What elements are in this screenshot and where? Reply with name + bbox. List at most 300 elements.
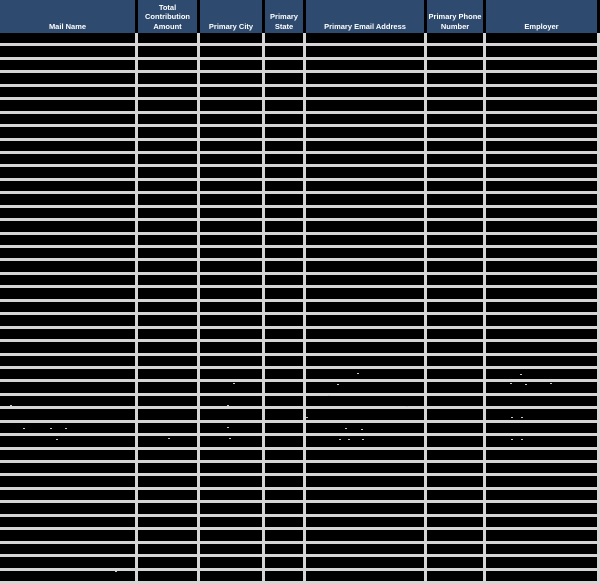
redacted-cell[interactable] xyxy=(486,154,597,164)
redacted-cell[interactable] xyxy=(138,423,197,433)
redacted-cell[interactable] xyxy=(427,476,483,486)
redacted-cell[interactable] xyxy=(0,154,135,164)
redacted-cell[interactable] xyxy=(306,33,424,43)
redacted-cell[interactable] xyxy=(427,288,483,298)
redacted-cell[interactable] xyxy=(0,46,135,56)
redacted-cell[interactable] xyxy=(306,154,424,164)
redacted-cell[interactable] xyxy=(0,141,135,151)
redacted-cell[interactable] xyxy=(200,557,262,567)
column-header-primary-email-address[interactable] xyxy=(306,0,424,33)
redacted-cell[interactable] xyxy=(200,571,262,581)
redacted-cell[interactable] xyxy=(138,288,197,298)
redacted-cell[interactable] xyxy=(138,396,197,406)
redacted-cell[interactable] xyxy=(200,248,262,258)
column-header-primary-state[interactable] xyxy=(265,0,303,33)
redacted-cell[interactable] xyxy=(427,100,483,110)
redacted-cell[interactable] xyxy=(306,46,424,56)
redacted-cell[interactable] xyxy=(138,181,197,191)
redacted-cell[interactable] xyxy=(138,490,197,500)
redacted-cell[interactable] xyxy=(138,114,197,124)
redacted-cell[interactable] xyxy=(138,248,197,258)
redacted-cell[interactable] xyxy=(486,235,597,245)
redacted-cell[interactable] xyxy=(427,248,483,258)
redacted-cell[interactable] xyxy=(427,490,483,500)
redacted-cell[interactable] xyxy=(0,288,135,298)
redacted-cell[interactable] xyxy=(200,208,262,218)
redacted-cell[interactable] xyxy=(427,154,483,164)
redacted-cell[interactable] xyxy=(200,141,262,151)
redacted-cell[interactable] xyxy=(265,141,303,151)
redacted-cell[interactable] xyxy=(0,221,135,231)
redacted-cell[interactable] xyxy=(0,476,135,486)
redacted-cell[interactable] xyxy=(427,315,483,325)
redacted-cell[interactable] xyxy=(427,557,483,567)
redacted-cell[interactable] xyxy=(200,544,262,554)
redacted-cell[interactable] xyxy=(265,490,303,500)
redacted-cell[interactable] xyxy=(265,60,303,70)
redacted-cell[interactable] xyxy=(265,450,303,460)
redacted-cell[interactable] xyxy=(486,436,597,446)
column-header-label: Amount xyxy=(153,21,182,31)
column-header-employer[interactable] xyxy=(486,0,597,33)
column-header-total-contribution-amount[interactable] xyxy=(138,0,197,33)
redacted-cell[interactable] xyxy=(138,208,197,218)
redacted-cell[interactable] xyxy=(486,342,597,352)
redacted-cell[interactable] xyxy=(427,167,483,177)
redacted-cell[interactable] xyxy=(427,208,483,218)
redacted-cell[interactable] xyxy=(265,181,303,191)
redacted-cell[interactable] xyxy=(200,275,262,285)
redacted-cell[interactable] xyxy=(0,342,135,352)
redacted-cell[interactable] xyxy=(265,302,303,312)
redacted-cell[interactable] xyxy=(427,87,483,97)
redacted-cell[interactable] xyxy=(427,450,483,460)
redacted-cell[interactable] xyxy=(427,141,483,151)
redacted-cell[interactable] xyxy=(306,100,424,110)
redacted-cell[interactable] xyxy=(0,315,135,325)
redacted-cell[interactable] xyxy=(306,409,424,419)
redacted-cell[interactable] xyxy=(486,73,597,83)
redacted-cell[interactable] xyxy=(138,167,197,177)
redacted-cell[interactable] xyxy=(200,33,262,43)
redacted-cell[interactable] xyxy=(306,571,424,581)
redacted-cell[interactable] xyxy=(265,248,303,258)
redacted-cell[interactable] xyxy=(427,436,483,446)
redacted-cell[interactable] xyxy=(486,167,597,177)
redacted-cell[interactable] xyxy=(265,396,303,406)
redacted-cell[interactable] xyxy=(0,114,135,124)
redacted-cell[interactable] xyxy=(200,181,262,191)
redacted-cell[interactable] xyxy=(427,571,483,581)
redacted-cell[interactable] xyxy=(486,248,597,258)
redacted-cell[interactable] xyxy=(0,60,135,70)
redacted-cell[interactable] xyxy=(138,571,197,581)
redacted-cell[interactable] xyxy=(306,329,424,339)
redacted-cell[interactable] xyxy=(486,181,597,191)
redacted-cell[interactable] xyxy=(427,33,483,43)
redacted-cell[interactable] xyxy=(138,557,197,567)
redacted-cell[interactable] xyxy=(200,436,262,446)
redacted-cell[interactable] xyxy=(0,356,135,366)
redacted-cell[interactable] xyxy=(265,87,303,97)
redacted-cell[interactable] xyxy=(427,530,483,540)
redacted-cell[interactable] xyxy=(0,463,135,473)
redacted-cell[interactable] xyxy=(265,409,303,419)
redacted-cell[interactable] xyxy=(138,329,197,339)
redacted-cell[interactable] xyxy=(486,382,597,392)
redacted-cell[interactable] xyxy=(486,503,597,513)
redacted-cell[interactable] xyxy=(0,275,135,285)
redacted-cell[interactable] xyxy=(200,302,262,312)
redacted-cell[interactable] xyxy=(486,356,597,366)
redacted-cell[interactable] xyxy=(0,396,135,406)
redacted-cell[interactable] xyxy=(200,100,262,110)
redacted-cell[interactable] xyxy=(265,235,303,245)
redacted-cell[interactable] xyxy=(427,463,483,473)
redacted-cell[interactable] xyxy=(486,544,597,554)
redacted-cell[interactable] xyxy=(486,409,597,419)
table-header-row xyxy=(0,0,600,33)
redacted-cell[interactable] xyxy=(200,342,262,352)
redacted-cell[interactable] xyxy=(265,288,303,298)
redacted-cell[interactable] xyxy=(265,315,303,325)
redacted-cell[interactable] xyxy=(200,382,262,392)
redacted-cell[interactable] xyxy=(0,194,135,204)
redacted-cell[interactable] xyxy=(200,235,262,245)
redacted-cell[interactable] xyxy=(427,329,483,339)
redacted-cell[interactable] xyxy=(138,450,197,460)
redacted-cell[interactable] xyxy=(265,369,303,379)
redacted-cell[interactable] xyxy=(486,557,597,567)
redacted-cell[interactable] xyxy=(138,154,197,164)
redacted-cell[interactable] xyxy=(0,517,135,527)
redacted-cell[interactable] xyxy=(486,315,597,325)
redacted-cell[interactable] xyxy=(306,517,424,527)
redacted-cell[interactable] xyxy=(0,382,135,392)
redacted-cell[interactable] xyxy=(0,208,135,218)
redacted-cell[interactable] xyxy=(427,235,483,245)
redacted-cell[interactable] xyxy=(138,261,197,271)
redacted-cell[interactable] xyxy=(427,356,483,366)
redacted-cell[interactable] xyxy=(200,288,262,298)
redacted-cell[interactable] xyxy=(306,490,424,500)
redacted-cell[interactable] xyxy=(200,517,262,527)
redacted-cell[interactable] xyxy=(306,275,424,285)
redacted-cell[interactable] xyxy=(0,127,135,137)
redacted-cell[interactable] xyxy=(306,248,424,258)
redacted-cell[interactable] xyxy=(200,73,262,83)
column-header-primary-phone-number[interactable] xyxy=(427,0,483,33)
redacted-cell[interactable] xyxy=(486,141,597,151)
redacted-cell[interactable] xyxy=(427,544,483,554)
redacted-cell[interactable] xyxy=(265,503,303,513)
redacted-cell[interactable] xyxy=(200,476,262,486)
redacted-cell[interactable] xyxy=(265,342,303,352)
column-header-primary-city[interactable] xyxy=(200,0,262,33)
redacted-cell[interactable] xyxy=(427,409,483,419)
redacted-cell[interactable] xyxy=(427,275,483,285)
redacted-cell[interactable] xyxy=(427,181,483,191)
redacted-cell[interactable] xyxy=(486,114,597,124)
redacted-cell[interactable] xyxy=(138,476,197,486)
redacted-cell[interactable] xyxy=(265,275,303,285)
redacted-cell[interactable] xyxy=(265,329,303,339)
redacted-cell[interactable] xyxy=(306,127,424,137)
redacted-cell[interactable] xyxy=(0,409,135,419)
redacted-cell[interactable] xyxy=(0,302,135,312)
redacted-cell[interactable] xyxy=(486,369,597,379)
redacted-cell[interactable] xyxy=(427,221,483,231)
redacted-cell[interactable] xyxy=(427,127,483,137)
redacted-cell[interactable] xyxy=(306,369,424,379)
redacted-cell[interactable] xyxy=(200,369,262,379)
redacted-cell[interactable] xyxy=(486,476,597,486)
redacted-cell[interactable] xyxy=(306,503,424,513)
redacted-cell[interactable] xyxy=(427,503,483,513)
redacted-cell[interactable] xyxy=(200,530,262,540)
redacted-cell[interactable] xyxy=(427,369,483,379)
redacted-cell[interactable] xyxy=(138,221,197,231)
redacted-cell[interactable] xyxy=(0,181,135,191)
redacted-cell[interactable] xyxy=(486,100,597,110)
redacted-cell[interactable] xyxy=(138,73,197,83)
redacted-cell[interactable] xyxy=(486,423,597,433)
redacted-cell[interactable] xyxy=(427,342,483,352)
redacted-cell[interactable] xyxy=(138,503,197,513)
redacted-cell[interactable] xyxy=(306,181,424,191)
redacted-cell[interactable] xyxy=(306,356,424,366)
redacted-cell[interactable] xyxy=(138,409,197,419)
redacted-cell[interactable] xyxy=(138,275,197,285)
redacted-cell[interactable] xyxy=(138,436,197,446)
redacted-cell[interactable] xyxy=(306,261,424,271)
redacted-cell[interactable] xyxy=(306,423,424,433)
redacted-cell[interactable] xyxy=(0,544,135,554)
redacted-cell[interactable] xyxy=(427,261,483,271)
redacted-cell[interactable] xyxy=(0,87,135,97)
redacted-cell[interactable] xyxy=(306,235,424,245)
redacted-cell[interactable] xyxy=(306,315,424,325)
redacted-cell[interactable] xyxy=(486,60,597,70)
redacted-cell[interactable] xyxy=(200,315,262,325)
redacted-cell[interactable] xyxy=(306,557,424,567)
redacted-cell[interactable] xyxy=(0,33,135,43)
redacted-cell[interactable] xyxy=(200,463,262,473)
redacted-cell[interactable] xyxy=(306,167,424,177)
redacted-cell[interactable] xyxy=(306,87,424,97)
redacted-cell[interactable] xyxy=(200,114,262,124)
redacted-cell[interactable] xyxy=(138,87,197,97)
redacted-cell[interactable] xyxy=(486,490,597,500)
redacted-cell[interactable] xyxy=(265,127,303,137)
redacted-cell[interactable] xyxy=(486,221,597,231)
redacted-cell[interactable] xyxy=(306,530,424,540)
redacted-cell[interactable] xyxy=(265,73,303,83)
redacted-cell[interactable] xyxy=(138,530,197,540)
table-body xyxy=(0,33,600,584)
redacted-cell[interactable] xyxy=(427,396,483,406)
redacted-cell[interactable] xyxy=(306,476,424,486)
redacted-cell[interactable] xyxy=(200,60,262,70)
redacted-cell[interactable] xyxy=(265,571,303,581)
redacted-cell[interactable] xyxy=(486,288,597,298)
redacted-cell[interactable] xyxy=(138,356,197,366)
redacted-cell[interactable] xyxy=(265,517,303,527)
redacted-cell[interactable] xyxy=(427,73,483,83)
redacted-cell[interactable] xyxy=(0,557,135,567)
redacted-cell[interactable] xyxy=(306,194,424,204)
redacted-cell[interactable] xyxy=(265,154,303,164)
redacted-cell[interactable] xyxy=(306,382,424,392)
column-header-mail-name[interactable] xyxy=(0,0,135,33)
redacted-cell[interactable] xyxy=(200,46,262,56)
redacted-cell[interactable] xyxy=(265,463,303,473)
redacted-cell[interactable] xyxy=(306,463,424,473)
redacted-cell[interactable] xyxy=(486,261,597,271)
redacted-cell[interactable] xyxy=(200,396,262,406)
redacted-cell[interactable] xyxy=(265,114,303,124)
redacted-cell[interactable] xyxy=(0,450,135,460)
redacted-cell[interactable] xyxy=(200,221,262,231)
redacted-cell[interactable] xyxy=(306,544,424,554)
redacted-cell[interactable] xyxy=(306,208,424,218)
redacted-cell[interactable] xyxy=(200,490,262,500)
redacted-cell[interactable] xyxy=(306,60,424,70)
redacted-cell[interactable] xyxy=(486,329,597,339)
redacted-cell[interactable] xyxy=(138,382,197,392)
redacted-cell[interactable] xyxy=(138,315,197,325)
redacted-cell[interactable] xyxy=(265,167,303,177)
redacted-cell[interactable] xyxy=(265,382,303,392)
redacted-cell[interactable] xyxy=(427,114,483,124)
redacted-cell[interactable] xyxy=(486,463,597,473)
redacted-cell[interactable] xyxy=(200,450,262,460)
redacted-cell[interactable] xyxy=(265,557,303,567)
redacted-cell[interactable] xyxy=(306,141,424,151)
redacted-cell[interactable] xyxy=(306,396,424,406)
redacted-cell[interactable] xyxy=(306,288,424,298)
redacted-cell[interactable] xyxy=(427,46,483,56)
redacted-cell[interactable] xyxy=(265,46,303,56)
redacted-cell[interactable] xyxy=(486,517,597,527)
redacted-cell[interactable] xyxy=(0,248,135,258)
redacted-cell[interactable] xyxy=(306,450,424,460)
redacted-cell[interactable] xyxy=(306,221,424,231)
redacted-cell[interactable] xyxy=(486,450,597,460)
redacted-cell[interactable] xyxy=(0,100,135,110)
redacted-cell[interactable] xyxy=(427,60,483,70)
redacted-cell[interactable] xyxy=(0,73,135,83)
redacted-cell[interactable] xyxy=(486,571,597,581)
redacted-cell[interactable] xyxy=(486,127,597,137)
redacted-cell[interactable] xyxy=(0,423,135,433)
redacted-cell[interactable] xyxy=(138,194,197,204)
redacted-cell[interactable] xyxy=(306,342,424,352)
redacted-cell[interactable] xyxy=(0,436,135,446)
redacted-cell[interactable] xyxy=(265,194,303,204)
redacted-cell[interactable] xyxy=(265,423,303,433)
redacted-cell[interactable] xyxy=(427,194,483,204)
redacted-cell[interactable] xyxy=(138,369,197,379)
redacted-cell[interactable] xyxy=(138,33,197,43)
redacted-cell[interactable] xyxy=(265,544,303,554)
redacted-cell[interactable] xyxy=(265,221,303,231)
redacted-cell[interactable] xyxy=(200,87,262,97)
redacted-cell[interactable] xyxy=(306,114,424,124)
redacted-cell[interactable] xyxy=(138,517,197,527)
redacted-cell[interactable] xyxy=(265,356,303,366)
redacted-cell[interactable] xyxy=(200,194,262,204)
redacted-cell[interactable] xyxy=(138,235,197,245)
redacted-cell[interactable] xyxy=(138,342,197,352)
redacted-cell[interactable] xyxy=(0,261,135,271)
redacted-cell[interactable] xyxy=(306,302,424,312)
redacted-cell[interactable] xyxy=(306,73,424,83)
redacted-cell[interactable] xyxy=(138,141,197,151)
redacted-cell[interactable] xyxy=(200,154,262,164)
redacted-cell[interactable] xyxy=(200,356,262,366)
redacted-cell[interactable] xyxy=(306,436,424,446)
redacted-cell[interactable] xyxy=(200,423,262,433)
redacted-cell[interactable] xyxy=(200,127,262,137)
redacted-cell[interactable] xyxy=(200,261,262,271)
redacted-cell[interactable] xyxy=(486,208,597,218)
redacted-cell[interactable] xyxy=(486,46,597,56)
redacted-cell[interactable] xyxy=(486,194,597,204)
redacted-cell[interactable] xyxy=(138,302,197,312)
redacted-cell[interactable] xyxy=(138,463,197,473)
redacted-cell[interactable] xyxy=(138,544,197,554)
redacted-cell[interactable] xyxy=(265,100,303,110)
redacted-cell[interactable] xyxy=(427,382,483,392)
redacted-cell[interactable] xyxy=(486,302,597,312)
redacted-cell[interactable] xyxy=(138,127,197,137)
redacted-cell[interactable] xyxy=(138,60,197,70)
redacted-cell[interactable] xyxy=(0,503,135,513)
redacted-cell[interactable] xyxy=(265,261,303,271)
redacted-cell[interactable] xyxy=(200,503,262,513)
redacted-cell[interactable] xyxy=(138,46,197,56)
redacted-cell[interactable] xyxy=(486,87,597,97)
redacted-cell[interactable] xyxy=(0,490,135,500)
redacted-cell[interactable] xyxy=(486,33,597,43)
redacted-cell[interactable] xyxy=(265,476,303,486)
redacted-cell[interactable] xyxy=(200,167,262,177)
redacted-cell[interactable] xyxy=(427,423,483,433)
redacted-cell[interactable] xyxy=(265,436,303,446)
redacted-cell[interactable] xyxy=(427,302,483,312)
redacted-cell[interactable] xyxy=(200,409,262,419)
redacted-cell[interactable] xyxy=(0,369,135,379)
redacted-cell[interactable] xyxy=(265,530,303,540)
column-header-label: Primary xyxy=(270,12,298,21)
redacted-cell[interactable] xyxy=(486,530,597,540)
redacted-cell[interactable] xyxy=(0,530,135,540)
redacted-cell[interactable] xyxy=(138,100,197,110)
redacted-cell[interactable] xyxy=(427,517,483,527)
column-header-label: Total xyxy=(158,2,177,12)
redacted-cell[interactable] xyxy=(0,329,135,339)
redacted-cell[interactable] xyxy=(0,167,135,177)
redacted-cell[interactable] xyxy=(265,208,303,218)
redacted-cell[interactable] xyxy=(265,33,303,43)
column-header-label: Mail Name xyxy=(48,21,87,31)
redacted-cell[interactable] xyxy=(0,235,135,245)
redacted-cell[interactable] xyxy=(486,396,597,406)
redacted-cell[interactable] xyxy=(486,275,597,285)
redacted-cell[interactable] xyxy=(200,329,262,339)
redacted-cell[interactable] xyxy=(0,571,135,581)
